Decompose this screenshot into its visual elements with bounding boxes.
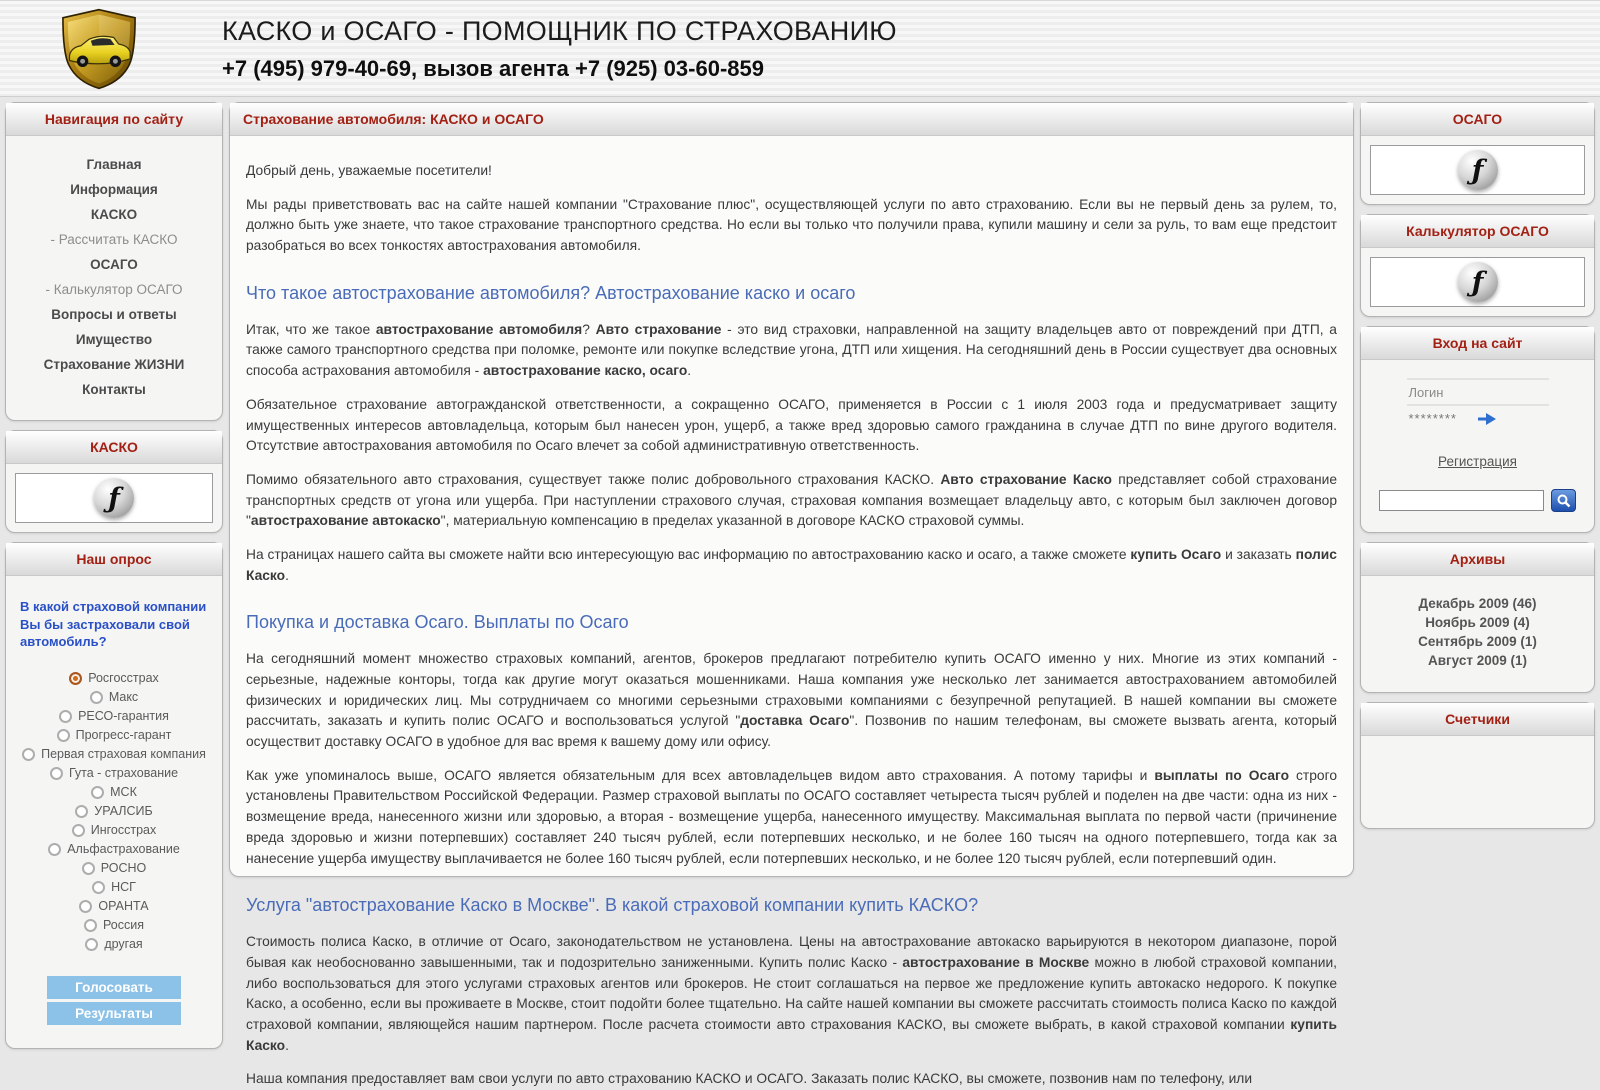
radio-button[interactable] <box>59 710 72 723</box>
paragraph: На сегодняшний момент множество страховых компаний, агентов, брокеров предлагают потребителю купить ОСАГО именно у них. Многие из этих компаний - серьезные, надежные конторы, тогда как другие могут оказаться мошенниками. Наша компания уже несколько лет занимается автострахованием автомобилей физических и юридических лиц. Мы сотрудничаем со многими серьезными страховыми компаниями с безупречной репутацией. В нашей компании вы сможете рассчитать, заказать и купить полис ОСАГО и воспользоваться услугой "доставка Осаго". Позвонив по нашим телефонам, вы сможете вызвать агента, который осуществит доставку ОСАГО в удобное для вас время к вашему дому или офису. <box>246 651 1337 750</box>
site-logo-shield-car-icon <box>58 5 140 93</box>
counters-panel-title: Счетчики <box>1361 703 1594 736</box>
site-header <box>0 0 1600 97</box>
paragraph: Итак, что же такое автострахование автомобиля? Авто страхование - это вид страховки, направленной на защиту владельцев авто от повреждений при ДТП, а также самого транспортного средства при поломке, ремонте или покупке вследствие угона, ДТП или хищения. На сегодняшний день в России существует два основных способа астрахования автомобиля - автострахование каско, осаго. <box>246 321 1337 379</box>
section-heading: Услуга "автострахование Каско в Москве". В какой страховой компании купить КАСКО? <box>246 895 979 916</box>
search-input[interactable] <box>1379 490 1544 511</box>
radio-button[interactable] <box>90 691 103 704</box>
nav-item-5[interactable]: - Калькулятор ОСАГО <box>45 282 183 297</box>
archives-panel-title: Архивы <box>1361 543 1594 576</box>
poll-option[interactable] <box>16 726 212 745</box>
radio-button[interactable] <box>22 748 35 761</box>
poll-option-label: НСГ <box>111 880 136 895</box>
poll-option[interactable] <box>16 764 212 783</box>
poll-option-label: Росгосстрах <box>88 671 159 686</box>
kasko-widget-title: КАСКО <box>6 431 222 464</box>
article-title: Страхование автомобиля: КАСКО и ОСАГО <box>230 103 1353 136</box>
calculator-flash-placeholder[interactable] <box>1370 257 1585 307</box>
osago-flash-placeholder[interactable] <box>1370 145 1585 195</box>
poll-option[interactable] <box>16 840 212 859</box>
nav-item-3[interactable]: - Рассчитать КАСКО <box>50 232 178 247</box>
main-article-panel <box>229 102 1354 1087</box>
radio-button[interactable] <box>84 919 97 932</box>
poll-option[interactable] <box>16 859 212 878</box>
osago-widget-panel <box>1360 102 1595 205</box>
poll-option-label: Гута - страхование <box>68 766 179 781</box>
paragraph: Наша компания предоставляет вам свои услуги по авто страхованию КАСКО и ОСАГО. Заказать полис КАСКО, вы сможете, позвонив нам по телефону, или <box>246 1071 1253 1087</box>
nav-item-6[interactable]: Вопросы и ответы <box>51 307 177 322</box>
osago-widget-title: ОСАГО <box>1361 103 1594 136</box>
poll-option[interactable] <box>16 802 212 821</box>
poll-option-label: другая <box>104 937 143 952</box>
article-content <box>230 136 1353 1090</box>
navigation-panel <box>5 102 223 421</box>
poll-panel-title: Наш опрос <box>6 543 222 576</box>
poll-option-label: Первая страховая компания <box>41 747 206 762</box>
poll-option-label: ОРАНТА <box>98 899 149 914</box>
archive-item[interactable]: Август 2009 (1) <box>1428 653 1527 668</box>
radio-button[interactable] <box>82 862 95 875</box>
poll-option[interactable] <box>16 669 212 688</box>
navigation-panel-title: Навигация по сайту <box>6 103 222 136</box>
paragraph: Мы рады приветствовать вас на сайте нашей компании "Страхование плюс", осуществляющей услуги по авто страхованию. Если вы не первый день за рулем, то, должно быть уже знаете, что такое страхование транспортного средства. Но если вы только что получили права, купили машину и сели за руль, то вам еще предстоит разобраться во всех тонкостях автострахования автомобиля. <box>246 196 1337 254</box>
login-submit-arrow-icon[interactable] <box>1477 412 1497 426</box>
archives-panel <box>1360 542 1595 693</box>
left-sidebar <box>5 102 223 1058</box>
poll-option-label: Ингосстрах <box>90 823 157 838</box>
register-link[interactable]: Регистрация <box>1438 454 1517 469</box>
radio-button[interactable] <box>75 805 88 818</box>
nav-item-8[interactable]: Страхование ЖИЗНИ <box>43 357 185 372</box>
poll-option-label: Макс <box>108 690 139 705</box>
poll-option[interactable] <box>16 935 212 954</box>
poll-option-label: Россия <box>103 918 144 933</box>
osago-calculator-panel <box>1360 214 1595 317</box>
nav-item-1[interactable]: Информация <box>70 182 158 197</box>
poll-question: В какой страховой компании Вы бы застраховали свой автомобиль? <box>20 599 207 650</box>
poll-option[interactable] <box>16 707 212 726</box>
flash-plugin-icon[interactable]: ƒ <box>94 478 134 518</box>
poll-option-label: МСК <box>110 785 137 800</box>
poll-option[interactable] <box>16 897 212 916</box>
radio-button[interactable] <box>85 938 98 951</box>
login-input[interactable]: Логин <box>1407 378 1549 404</box>
poll-option[interactable] <box>16 783 212 802</box>
counters-empty-area <box>1361 736 1594 828</box>
radio-button[interactable] <box>48 843 61 856</box>
archive-item[interactable]: Сентябрь 2009 (1) <box>1418 634 1537 649</box>
paragraph: На страницах нашего сайта вы сможете найти всю интересующую вас информацию по автострахованию каско и осаго, а также сможете купить Осаго и заказать полис Каско. <box>246 546 1337 583</box>
paragraph: Добрый день, уважаемые посетители! <box>246 163 492 178</box>
nav-item-7[interactable]: Имущество <box>75 332 153 347</box>
right-sidebar <box>1360 102 1595 838</box>
nav-item-0[interactable]: Главная <box>86 157 142 172</box>
poll-option[interactable] <box>16 821 212 840</box>
results-button[interactable]: Результаты <box>47 1002 181 1025</box>
search-icon <box>1557 494 1571 508</box>
radio-button[interactable] <box>92 881 105 894</box>
nav-item-2[interactable]: КАСКО <box>90 207 138 222</box>
radio-button[interactable] <box>91 786 104 799</box>
login-panel <box>1360 326 1595 533</box>
search-button[interactable] <box>1551 489 1576 512</box>
poll-option-label: Прогресс-гарант <box>75 728 172 743</box>
poll-options-list <box>16 669 212 954</box>
section-heading: Что такое автострахование автомобиля? Автострахование каско и осаго <box>246 282 856 303</box>
flash-plugin-icon[interactable]: ƒ <box>1458 150 1498 190</box>
paragraph: Стоимость полиса Каско, в отличие от Осаго, законодательством не установлена. Цены на автострахование автокаско варьируются в некотором диапазоне, порой бывая как необоснованно завышенными, так и подозрительно заниженными. Купить полис Каско - автострахование в Москве можно в любой страховой компании, либо воспользоваться для этого услугами страховых агентов или брокеров. Не стоит соглашаться на первое же предложение купить автокаско недорого. К покупке Каско, а особенно, если вы проживаете в Москве, стоит подойти более тщательно. На сайте нашей компании вы сможете рассчитать стоимость полиса Каско по каждой страховой компании, являющейся нашим партнером. После расчета стоимости авто страхования КАСКО, вы сможете выбрать, в какой страховой компании купить Каско. <box>246 934 1337 1053</box>
kasko-flash-placeholder[interactable] <box>15 473 213 523</box>
poll-option[interactable] <box>16 745 212 764</box>
radio-button[interactable] <box>79 900 92 913</box>
vote-button[interactable]: Голосовать <box>47 976 181 999</box>
radio-button[interactable] <box>72 824 85 837</box>
archives-list <box>1361 576 1594 692</box>
login-panel-title: Вход на сайт <box>1361 327 1594 360</box>
poll-option[interactable] <box>16 916 212 935</box>
flash-plugin-icon[interactable]: ƒ <box>1458 262 1498 302</box>
paragraph: Помимо обязательного авто страхования, существует также полис добровольного страхования КАСКО. Авто страхование Каско представляет собой страхование транспортных средств от угона или ущерба. При наступлении страхового случая, страховая компания возмещает владельцу авто, с которым был заключен договор "автострахование автокаско", материальную компенсацию в пределах указанной в договоре КАСКО страховой суммы. <box>246 471 1337 529</box>
counters-panel <box>1360 702 1595 829</box>
poll-option-label: РОСНО <box>100 861 147 876</box>
poll-option-label: УРАЛСИБ <box>94 804 153 819</box>
poll-option[interactable] <box>16 688 212 707</box>
radio-button[interactable] <box>69 672 82 685</box>
osago-calculator-title: Калькулятор ОСАГО <box>1361 215 1594 248</box>
nav-item-9[interactable]: Контакты <box>82 382 146 397</box>
paragraph: Как уже упоминалось выше, ОСАГО является обязательным для всех автовладельцев видом авто страхования. А потому тарифы и выплаты по Осаго строго установлены Правительством Российской Федерации. Размер страховой выплаты по ОСАГО составляет четыреста тысяч рублей и поделен на две части: одна из них - возмещение вреда, нанесенного жизни или здоровью, а вторая - возмещение ущерба, нанесенного имуществу. Максимальная выплата по первой части (причинение вреда здоровью и жизни потерпевших) составляет 240 тысяч рублей, если потерпевших несколько, и не более 160 тысяч на одного потерпевшего, тогда как за нанесение ущерба имуществу выплачивается не более 160 тысяч рублей, если потерпевших несколько, и не более 120 тысяч рублей, если потерпевший один. <box>246 767 1337 866</box>
poll-option-label: РЕСО-гарантия <box>78 709 169 724</box>
password-input[interactable]: ******** <box>1408 411 1457 426</box>
poll-option[interactable] <box>16 878 212 897</box>
poll-panel <box>5 542 223 1049</box>
kasko-widget-panel <box>5 430 223 533</box>
radio-button[interactable] <box>57 729 70 742</box>
site-title: КАСКО и ОСАГО - ПОМОЩНИК ПО СТРАХОВАНИЮ <box>222 15 897 46</box>
paragraph: Обязательное страхование автогражданской ответственности, а сокращенно ОСАГО, применяется в России с 1 июля 2003 года и предусматривает защиту имущественных интересов автовладельца, которым был нанесен урон, ущерб, а также вред здоровью самого гражданина в случае ДТП по вине другого водителя. Отсутствие автострахования автомобиля по Осаго влечет за собой административную ответственность. <box>246 396 1337 454</box>
archive-item[interactable]: Ноябрь 2009 (4) <box>1425 615 1530 630</box>
section-heading: Покупка и доставка Осаго. Выплаты по Осаго <box>246 612 629 633</box>
nav-item-4[interactable]: ОСАГО <box>90 257 138 272</box>
poll-option-label: Альфастрахование <box>67 842 180 857</box>
radio-button[interactable] <box>50 767 63 780</box>
site-navigation-list <box>6 136 222 420</box>
archive-item[interactable]: Декабрь 2009 (46) <box>1418 596 1537 611</box>
site-phone: +7 (495) 979-40-69, вызов агента +7 (925) 03-60-859 <box>222 55 764 81</box>
